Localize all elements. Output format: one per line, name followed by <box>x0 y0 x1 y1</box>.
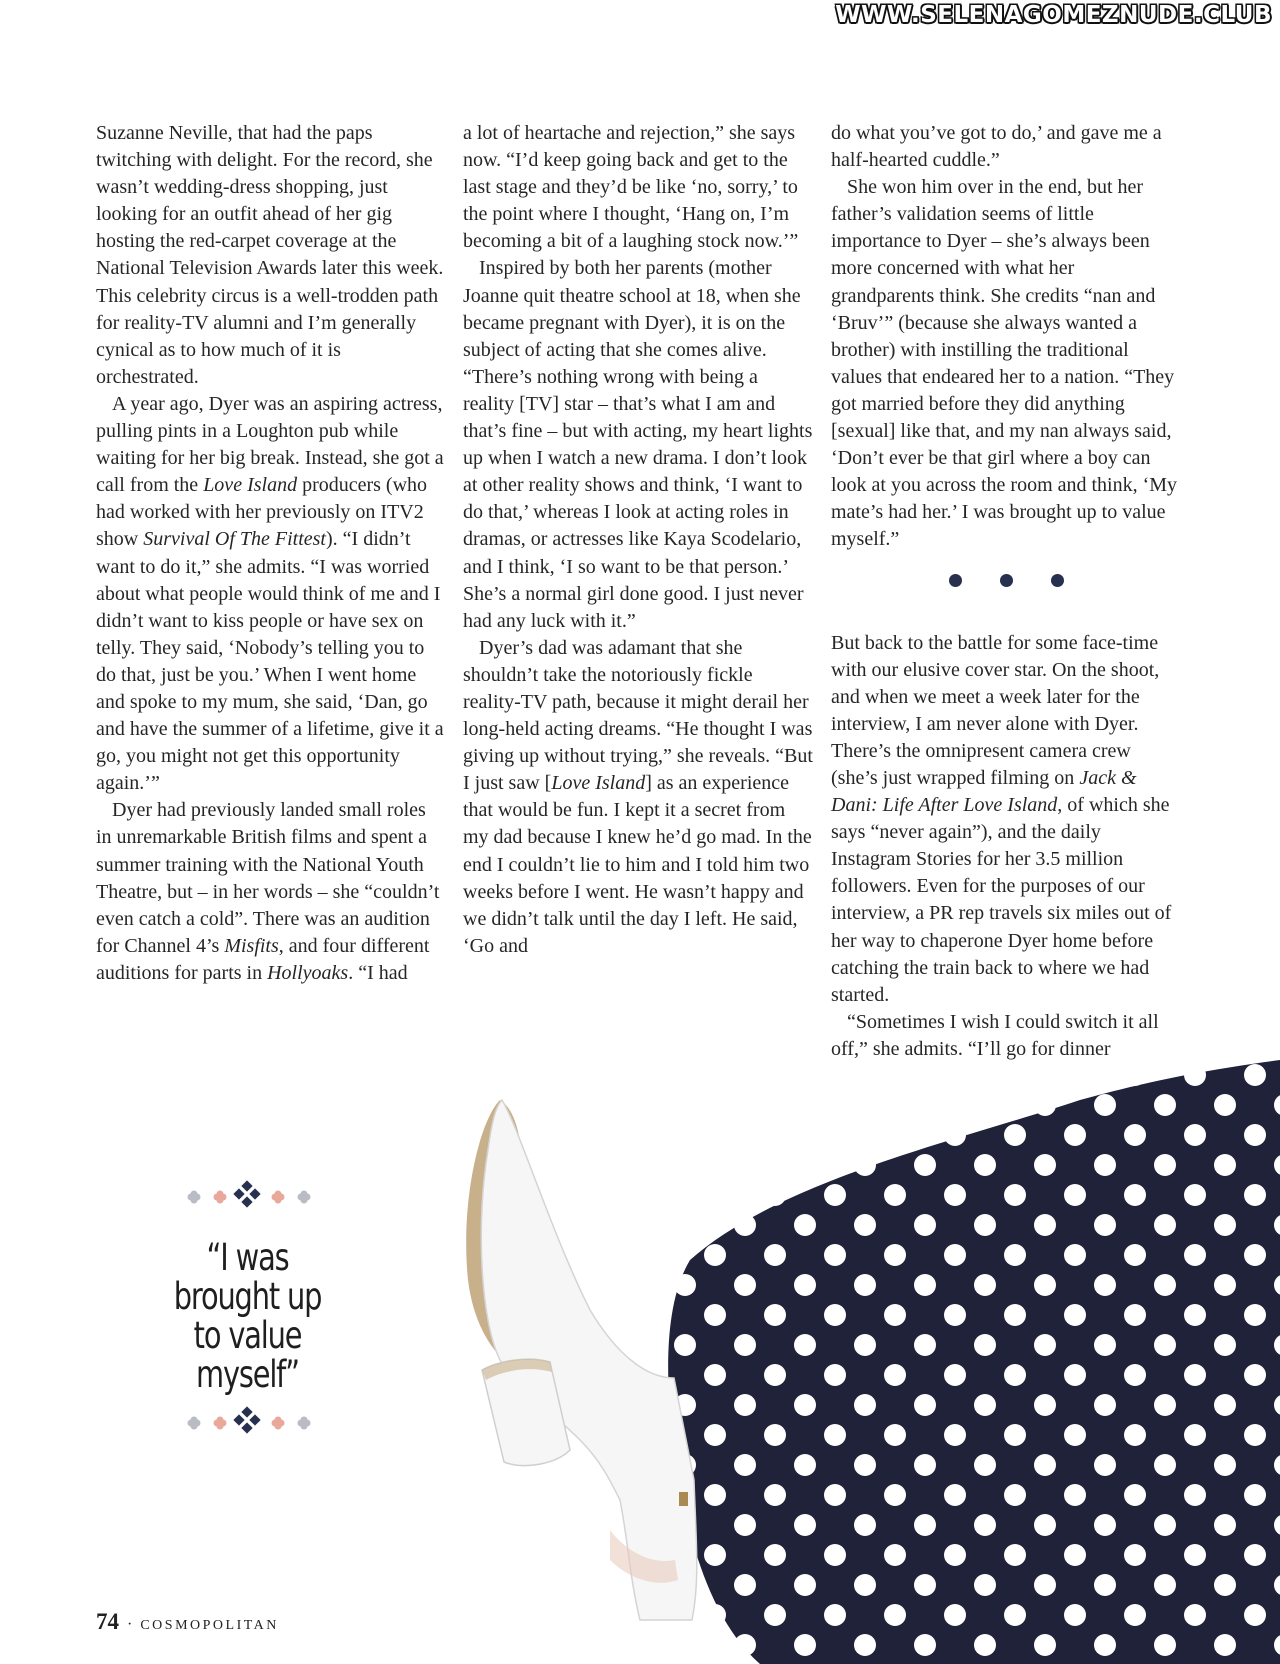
italic-title: Hollyoaks <box>267 961 349 984</box>
article-paragraph <box>831 120 1181 174</box>
article-paragraph <box>463 255 813 634</box>
pull-quote-line: brought up <box>173 1275 322 1318</box>
article-paragraph <box>96 120 446 391</box>
ornament-bottom-icon <box>180 1406 315 1446</box>
pull-quote-line: to value <box>193 1314 302 1357</box>
italic-title: Misfits <box>224 934 279 957</box>
paragraph-text: Suzanne Neville, that had the paps twitching with delight. For the record, she wasn’t wedding-dress shopping, just looking for an outfit ahead of her gig hosting the red-carpet coverage at the National Television Awards later this week. This celebrity circus is a well-trodden path for reality-TV alumni and I’m generally cynical as to how much of it is orchestrated. <box>96 122 444 388</box>
fashion-photo <box>460 1060 1280 1664</box>
article-column-3 <box>831 120 1181 1063</box>
page-footer <box>96 1609 279 1635</box>
paragraph-text: a lot of heartache and rejection,” she says now. “I’d keep going back and get to the last stage and they’d be like ‘no, sorry,’ to the point where I thought, ‘Hang on, I’m becoming a bit of a laughing stock now.’” <box>463 122 799 253</box>
italic-title: Survival Of The Fittest <box>143 528 326 551</box>
paragraph-text: producers (who had worked with her previously on ITV2 show <box>96 474 428 551</box>
paragraph-text: But back to the battle for some face-time with our elusive cover star. On the shoot, and when we meet a week later for the interview, I am never alone with Dyer. There’s the omnipresent camera crew (she’s just wrapped filming on <box>831 631 1160 789</box>
section-break-dots <box>831 568 1181 606</box>
watermark: WWW.SELENAGOMEZNUDE.CLUB <box>835 2 1272 28</box>
dot-icon <box>1000 574 1013 587</box>
paragraph-text: . “I had <box>348 961 408 984</box>
italic-title: Jack & Dani: Life After Love Island <box>831 766 1137 817</box>
article-column-2 <box>463 120 813 960</box>
paragraph-text: Dyer had previously landed small roles in unremarkable British films and spent a summer training with the National Youth Theatre, but – in her words – she “couldn’t even catch a cold”. There was an audition for Channel 4’s <box>96 799 440 957</box>
pull-quote-line: myself” <box>196 1353 299 1396</box>
footer-separator: · <box>127 1616 133 1633</box>
article-paragraph <box>463 635 813 960</box>
column-3-text-top <box>831 120 1181 554</box>
italic-title: Love Island <box>203 474 298 497</box>
paragraph-text: ). “I didn’t want to do it,” she admits. “I was worried about what people would think of me and I didn’t want to kiss people or have sex on telly. They said, ‘Nobody’s telling you to do that, just be you.’ When I went home and spoke to my mum, she said, ‘Dan, go and have the summer of a lifetime, give it a go, you might not get this opportunity again.’” <box>96 528 444 795</box>
paragraph-text: “Sometimes I wish I could switch it all off,” she admits. “I’ll go for dinner <box>831 1010 1159 1060</box>
article-paragraph <box>96 391 446 797</box>
ornament-top-icon <box>180 1180 315 1220</box>
article-paragraph <box>831 630 1181 1009</box>
magazine-name: COSMOPOLITAN <box>140 1618 279 1633</box>
paragraph-text: Dyer’s dad was adamant that she shouldn’t take the notoriously fickle reality-TV path, because it might derail her long-held acting dreams. “He thought I was giving up without trying,” she reveals. “But I just saw [ <box>463 636 813 795</box>
page-number: 74 <box>96 1609 119 1634</box>
article-column-1 <box>96 120 446 987</box>
paragraph-text: She won him over in the end, but her father’s validation seems of little importance to Dyer – she’s always been more concerned with what her grandparents think. She credits “nan and ‘Bruv’” (because she always wanted a brother) with instilling the traditional values that endeared her to a nation. “They got married before they did anything [sexual] like that, and my nan always said, ‘Don’t ever be that girl where a boy can look at you across the room and think, ‘My mate’s had her.’ I was brought up to value myself.” <box>831 176 1178 551</box>
article-paragraph <box>831 174 1181 553</box>
pull-quote-line: “I was <box>206 1236 289 1279</box>
column-3-text-bottom <box>831 630 1181 1064</box>
article-paragraph <box>463 120 813 255</box>
paragraph-text: , of which she says “never again”), and the daily Instagram Stories for her 3.5 million followers. Even for the purposes of our interview, a PR rep travels six miles out of her way to chaperone Dyer home before catching the train back to where we had started. <box>831 794 1172 1006</box>
paragraph-text: , and four different auditions for parts in <box>96 934 430 984</box>
boot-tag <box>679 1492 688 1506</box>
article-paragraph <box>96 797 446 987</box>
paragraph-text: ] as an experience that would be fun. I kept it a secret from my dad because I knew he’d go mad. In the end I couldn’t lie to him and I told him two weeks before I went. He wasn’t happy and we didn’t talk until the day I left. He said, ‘Go and <box>463 772 812 957</box>
pull-quote <box>171 1238 323 1394</box>
paragraph-text: A year ago, Dyer was an aspiring actress, pulling pints in a Loughton pub while waiting for her big break. Instead, she got a call from the <box>96 392 444 497</box>
paragraph-text: Inspired by both her parents (mother Joanne quit theatre school at 18, when she became pregnant with Dyer), it is on the subject of acting that she comes alive. “There’s nothing wrong with being a reality [TV] star – that’s what I am and that’s fine – but with acting, my heart lights up when I watch a new drama. I don’t look at other reality shows and think, ‘I want to do that,’ whereas I look at acting roles in dramas, or actresses like Kaya Scodelario, and I think, ‘I so want to be that person.’ She’s a normal girl done good. I just never had any luck with it.” <box>463 257 813 632</box>
paragraph-text: do what you’ve got to do,’ and gave me a half-hearted cuddle.” <box>831 122 1162 172</box>
dot-icon <box>1051 574 1064 587</box>
dot-icon <box>949 574 962 587</box>
article-paragraph <box>831 1009 1181 1063</box>
italic-title: Love Island <box>551 772 646 795</box>
